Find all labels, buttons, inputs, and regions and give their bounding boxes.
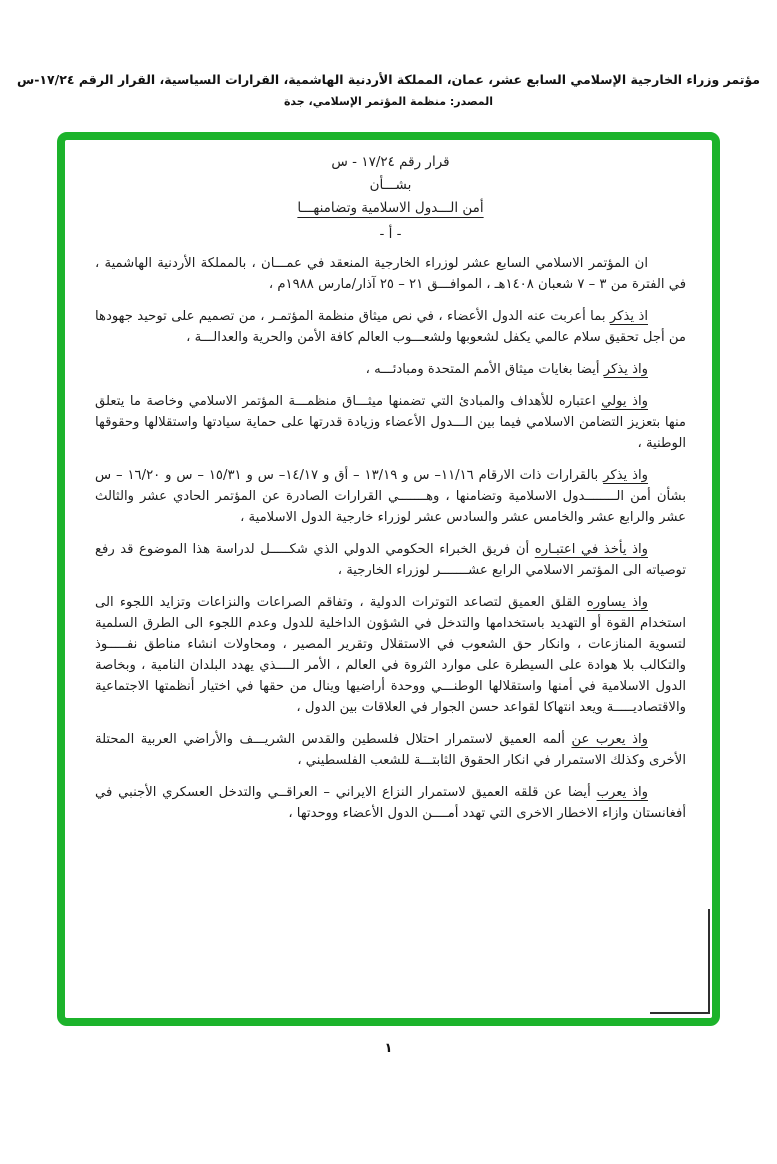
paragraph-text: أن فريق الخبراء الحكومي الدولي الذي شكـــــل لدراسة هذا الموضوع قد رفع توصياته الى المؤتمر الاسلامي الرابع عشـــــــر لوزراء الخارجية ، bbox=[95, 542, 686, 578]
paragraph-preamble bbox=[95, 253, 686, 295]
header-source-line: المصدر: منظمة المؤتمر الإسلامي، جدة bbox=[283, 95, 494, 108]
paragraph-text: أيضا عن قلقه العميق لاستمرار النزاع الايراني – العراقــي والتدخل العسكري الأجنبي في أفغانستان وازاء الاخطار الاخرى التي تهدد أمــــن الدول الأعضاء ووحدتها ، bbox=[95, 785, 686, 821]
paragraph-recalling-un-charter bbox=[95, 359, 686, 380]
lead-phrase: واذ يذكر bbox=[603, 468, 648, 483]
title-block bbox=[95, 154, 686, 242]
lead-phrase: واذ يذكر bbox=[603, 362, 648, 377]
scan-edge-artifact-vertical bbox=[708, 909, 710, 1014]
subject-label: بشـــأن bbox=[369, 177, 412, 193]
paragraph-recalling-resolutions bbox=[95, 465, 686, 528]
lead-phrase: واذ يولي bbox=[601, 394, 648, 409]
paragraph-palestine-occupation bbox=[95, 729, 686, 771]
paragraph-text: أيضا بغايات ميثاق الأمم المتحدة ومبادئـــه ، bbox=[365, 362, 600, 377]
lead-phrase: واذ يعرب bbox=[596, 785, 648, 800]
page-header bbox=[0, 72, 777, 108]
paragraph-text: ألمه العميق لاستمرار احتلال فلسطين والقدس الشريـــف والأراضي العربية المحتلة الأخرى وكذلك الاستمرار في انكار الحقوق الثابتـــة للشعب الفلسطيني ، bbox=[95, 732, 686, 768]
paragraph-text: ان المؤتمر الاسلامي السابع عشر لوزراء الخارجية المنعقد في عمـــان ، بالمملكة الأردنية الهاشمية ، في الفترة من ٣ – ٧ شعبان ١٤٠٨هـ ، الموافـــق ٢١ – ٢٥ آذار/مارس ١٩٨٨م ، bbox=[95, 256, 686, 292]
paragraph-considering-objectives bbox=[95, 391, 686, 454]
paragraph-text: بما أعربت عنه الدول الأعضاء ، في نص ميثاق منظمة المؤتمـر ، من تصميم على توحيد جهودها من أجل تحقيق سلام عالمي يكفل لشعوبها ولشعـــوب العالم كافة الأمن والحرية والعدالـــة ، bbox=[95, 309, 686, 345]
section-marker: - أ - bbox=[379, 226, 402, 242]
paragraph-text: القلق العميق لتصاعد التوترات الدولية ، وتفاقم الصراعات والنزاعات وتزايد اللجوء الى استخدام القوة أو التهديد باستخدامها والتدخل في الشؤون الداخلية للدول وعدم اللجوء الى الطرق السلمية لتسوية المنازعات ، وانكار حق الشعوب في الاستقلال وتقرير المصير ، ومحاولات انشاء مناطق نفـــــوذ والتكالب بلا هوادة على السيطرة على موارد الثروة في العالم ، الأمر الــــذي يهدد البلدان النامية ، وبخاصة الدول الاسلامية في أمنها واستقلالها الوطنـــي ووحدة أراضيها وينال من حقها في اختيار أنظمتها الاجتماعية والاقتصاديـــــة ويعد انتهاكا لقواعد حسن الجوار في العلاقات بين الدول ، bbox=[95, 595, 686, 715]
lead-phrase: واذ يأخذ في اعتبـاره bbox=[534, 542, 648, 557]
header-citation-line: مؤتمر وزراء الخارجية الإسلامي السابع عشر، عمان، المملكة الأردنية الهاشمية، القرارات السياسية، القرار الرقم ١٧/٢٤-س bbox=[16, 72, 761, 87]
lead-phrase: اذ يذكر bbox=[609, 309, 648, 324]
document-frame bbox=[57, 132, 720, 1026]
lead-phrase: واذ يساوره bbox=[586, 595, 648, 610]
lead-phrase: واذ يعرب عن bbox=[571, 732, 648, 747]
paragraph-text: اعتباره للأهداف والمبادئ التي تضمنها ميثـــاق منظمـــة المؤتمر الاسلامي وخاصة ما يتعلق منها بتعزيز التضامن الاسلامي فيما بين الـــدول الأعضاء وزيادة قدرتها على حماية سيادتها واستقلالها وحقوقها الوطنية ، bbox=[95, 394, 686, 451]
scan-edge-artifact-horizontal bbox=[650, 1012, 710, 1014]
document-content bbox=[65, 140, 712, 824]
paragraph-text: بالقرارات ذات الارقام ١١/١٦– س و ١٣/١٩ – أق و ١٤/١٧– س و ١٥/٣١ – س و ١٦/٢٠ – س بشأن أمن الــــــــدول الاسلامية وتضامنها ، وهـــــــي القرارات الصادرة عن المؤتمر الحادي عشر والثالث عشر والرابع عشر والخامس عشر والسادس عشر لوزراء خارجية الدول الاسلامية ، bbox=[95, 468, 686, 525]
page-number: ١ bbox=[384, 1041, 393, 1056]
paragraph-expert-group bbox=[95, 539, 686, 581]
paragraph-deep-concern bbox=[95, 592, 686, 718]
scanned-document-page bbox=[0, 72, 777, 1164]
resolution-subject-title: أمن الـــدول الاسلامية وتضامنهـــا bbox=[297, 200, 484, 216]
paragraph-iran-iraq-conflict bbox=[95, 782, 686, 824]
resolution-number-title: قرار رقم ١٧/٢٤ - س bbox=[331, 154, 450, 170]
paragraph-recalling-charter bbox=[95, 306, 686, 348]
